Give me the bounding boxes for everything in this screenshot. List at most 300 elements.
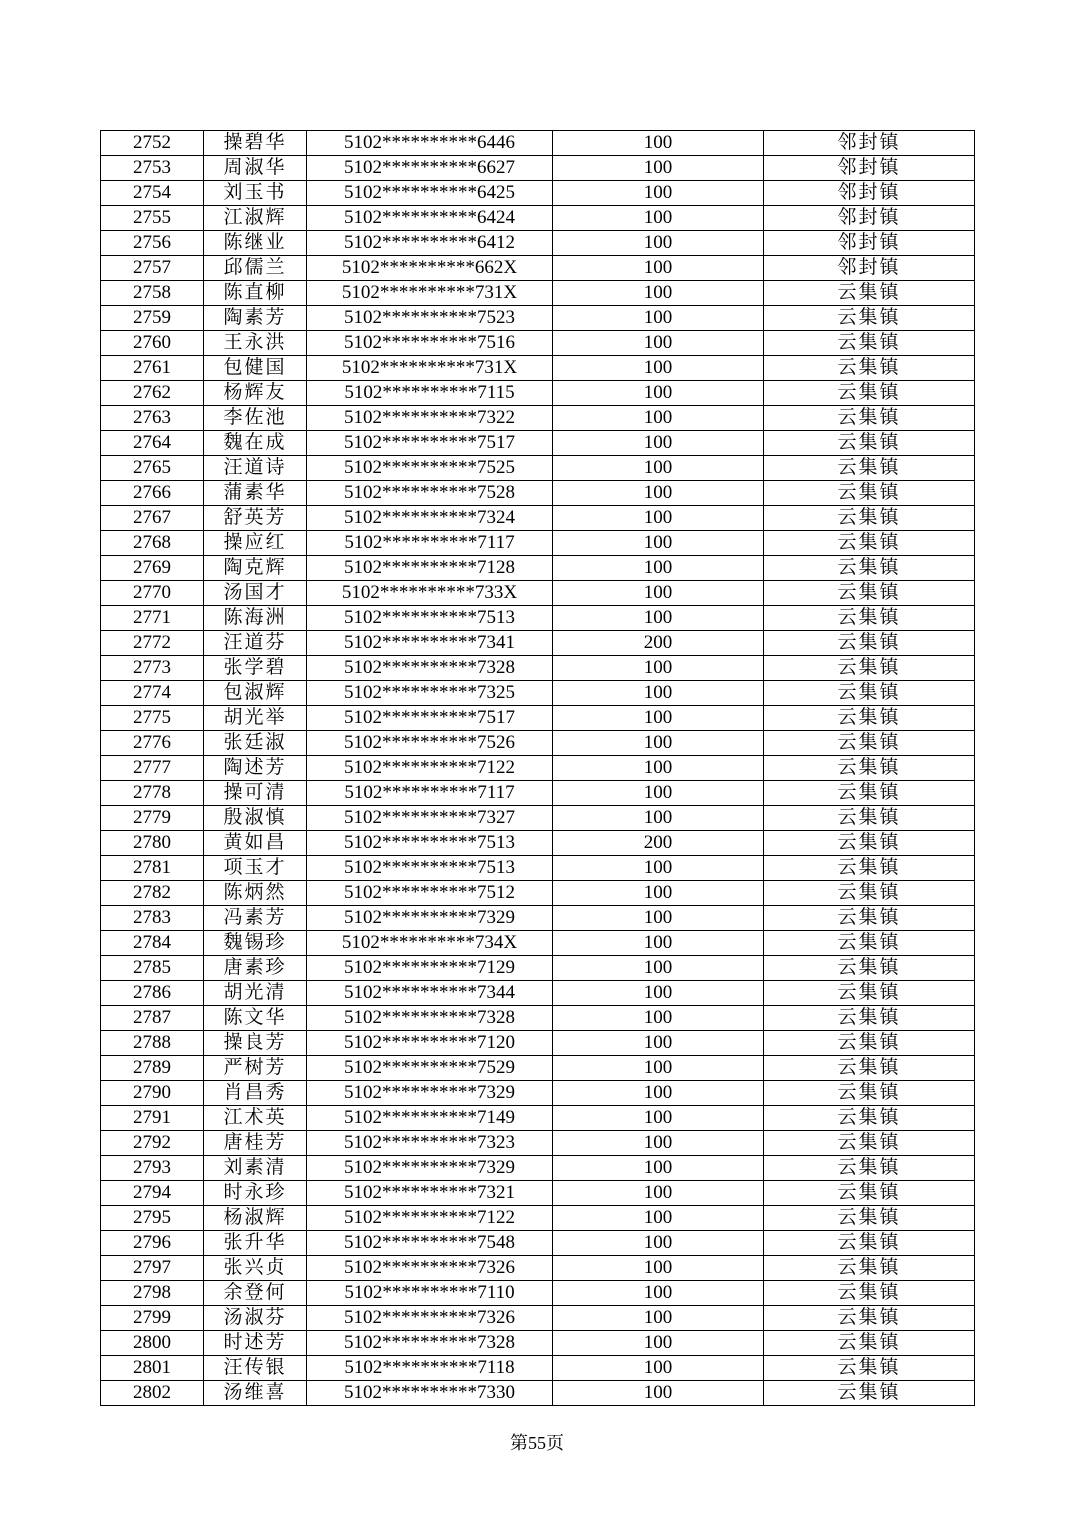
cell-name: 张廷淑 [204, 731, 307, 756]
cell-name: 杨淑辉 [204, 1206, 307, 1231]
cell-number: 2773 [101, 656, 204, 681]
cell-name: 陶素芳 [204, 306, 307, 331]
table-row [101, 881, 975, 906]
cell-number: 2764 [101, 431, 204, 456]
cell-id-number: 5102**********7513 [307, 831, 553, 856]
cell-town: 云集镇 [764, 1306, 975, 1331]
cell-id-number: 5102**********7517 [307, 706, 553, 731]
cell-amount: 100 [553, 306, 764, 331]
cell-id-number: 5102**********7327 [307, 806, 553, 831]
cell-id-number: 5102**********7328 [307, 1006, 553, 1031]
cell-number: 2802 [101, 1381, 204, 1406]
cell-name: 时述芳 [204, 1331, 307, 1356]
cell-id-number: 5102**********7110 [307, 1281, 553, 1306]
table-row [101, 1056, 975, 1081]
table-row [101, 331, 975, 356]
cell-town: 邻封镇 [764, 231, 975, 256]
cell-number: 2779 [101, 806, 204, 831]
cell-name: 胡光举 [204, 706, 307, 731]
cell-id-number: 5102**********7528 [307, 481, 553, 506]
cell-name: 陈继业 [204, 231, 307, 256]
cell-town: 邻封镇 [764, 131, 975, 156]
cell-name: 汪道诗 [204, 456, 307, 481]
cell-amount: 100 [553, 656, 764, 681]
cell-amount: 200 [553, 631, 764, 656]
table-row [101, 356, 975, 381]
cell-id-number: 5102**********7122 [307, 756, 553, 781]
cell-name: 时永珍 [204, 1181, 307, 1206]
table-row [101, 231, 975, 256]
cell-number: 2776 [101, 731, 204, 756]
cell-name: 操可清 [204, 781, 307, 806]
cell-id-number: 5102**********662X [307, 256, 553, 281]
cell-town: 云集镇 [764, 381, 975, 406]
cell-id-number: 5102**********7513 [307, 856, 553, 881]
cell-amount: 100 [553, 281, 764, 306]
cell-town: 邻封镇 [764, 181, 975, 206]
table-row [101, 581, 975, 606]
cell-town: 云集镇 [764, 481, 975, 506]
cell-number: 2787 [101, 1006, 204, 1031]
table-row [101, 181, 975, 206]
cell-number: 2754 [101, 181, 204, 206]
cell-amount: 100 [553, 331, 764, 356]
cell-amount: 100 [553, 856, 764, 881]
cell-name: 陈文华 [204, 1006, 307, 1031]
cell-number: 2756 [101, 231, 204, 256]
cell-number: 2801 [101, 1356, 204, 1381]
cell-amount: 100 [553, 1356, 764, 1381]
table-row [101, 856, 975, 881]
table-row [101, 756, 975, 781]
cell-amount: 100 [553, 706, 764, 731]
cell-town: 云集镇 [764, 631, 975, 656]
cell-amount: 100 [553, 156, 764, 181]
cell-town: 云集镇 [764, 606, 975, 631]
cell-amount: 100 [553, 1206, 764, 1231]
cell-town: 云集镇 [764, 831, 975, 856]
table-row [101, 781, 975, 806]
cell-id-number: 5102**********7516 [307, 331, 553, 356]
cell-name: 张升华 [204, 1231, 307, 1256]
cell-number: 2760 [101, 331, 204, 356]
table-row [101, 1231, 975, 1256]
table-row [101, 1081, 975, 1106]
cell-name: 操应红 [204, 531, 307, 556]
cell-id-number: 5102**********7341 [307, 631, 553, 656]
cell-number: 2770 [101, 581, 204, 606]
cell-amount: 100 [553, 806, 764, 831]
cell-town: 云集镇 [764, 931, 975, 956]
cell-name: 邱儒兰 [204, 256, 307, 281]
cell-amount: 100 [553, 531, 764, 556]
cell-number: 2795 [101, 1206, 204, 1231]
cell-amount: 100 [553, 356, 764, 381]
table-row [101, 156, 975, 181]
cell-id-number: 5102**********7326 [307, 1256, 553, 1281]
cell-amount: 100 [553, 956, 764, 981]
table-row [101, 456, 975, 481]
cell-town: 云集镇 [764, 1381, 975, 1406]
cell-town: 云集镇 [764, 281, 975, 306]
cell-number: 2763 [101, 406, 204, 431]
cell-number: 2767 [101, 506, 204, 531]
cell-id-number: 5102**********7129 [307, 956, 553, 981]
cell-town: 云集镇 [764, 981, 975, 1006]
cell-number: 2752 [101, 131, 204, 156]
cell-amount: 100 [553, 781, 764, 806]
cell-id-number: 5102**********6627 [307, 156, 553, 181]
cell-amount: 100 [553, 1306, 764, 1331]
table-row [101, 981, 975, 1006]
cell-id-number: 5102**********7523 [307, 306, 553, 331]
cell-amount: 100 [553, 1081, 764, 1106]
cell-town: 云集镇 [764, 1156, 975, 1181]
cell-town: 云集镇 [764, 1331, 975, 1356]
cell-amount: 100 [553, 1281, 764, 1306]
cell-number: 2799 [101, 1306, 204, 1331]
cell-number: 2785 [101, 956, 204, 981]
table-row [101, 406, 975, 431]
cell-id-number: 5102**********7122 [307, 1206, 553, 1231]
cell-name: 唐素珍 [204, 956, 307, 981]
cell-name: 陈海洲 [204, 606, 307, 631]
table-row [101, 431, 975, 456]
cell-name: 陶克辉 [204, 556, 307, 581]
cell-id-number: 5102**********7517 [307, 431, 553, 456]
cell-name: 汤国才 [204, 581, 307, 606]
cell-amount: 100 [553, 1381, 764, 1406]
table-row [101, 931, 975, 956]
cell-number: 2774 [101, 681, 204, 706]
cell-id-number: 5102**********7329 [307, 1081, 553, 1106]
cell-name: 魏在成 [204, 431, 307, 456]
cell-town: 云集镇 [764, 956, 975, 981]
cell-town: 云集镇 [764, 1281, 975, 1306]
cell-amount: 100 [553, 1181, 764, 1206]
table-row [101, 256, 975, 281]
cell-amount: 100 [553, 1031, 764, 1056]
cell-town: 云集镇 [764, 706, 975, 731]
table-row [101, 1206, 975, 1231]
cell-id-number: 5102**********7329 [307, 1156, 553, 1181]
cell-amount: 100 [553, 1056, 764, 1081]
cell-town: 云集镇 [764, 1056, 975, 1081]
table-row [101, 1331, 975, 1356]
cell-amount: 100 [553, 206, 764, 231]
table-row [101, 1106, 975, 1131]
table-row [101, 1031, 975, 1056]
table-row [101, 1381, 975, 1406]
cell-name: 操碧华 [204, 131, 307, 156]
cell-name: 严树芳 [204, 1056, 307, 1081]
cell-number: 2775 [101, 706, 204, 731]
cell-name: 冯素芳 [204, 906, 307, 931]
cell-name: 杨辉友 [204, 381, 307, 406]
cell-number: 2796 [101, 1231, 204, 1256]
cell-id-number: 5102**********6412 [307, 231, 553, 256]
cell-amount: 100 [553, 406, 764, 431]
cell-number: 2781 [101, 856, 204, 881]
cell-name: 唐桂芳 [204, 1131, 307, 1156]
cell-town: 邻封镇 [764, 256, 975, 281]
cell-amount: 100 [553, 681, 764, 706]
cell-id-number: 5102**********7128 [307, 556, 553, 581]
cell-town: 云集镇 [764, 1031, 975, 1056]
cell-amount: 100 [553, 1106, 764, 1131]
cell-number: 2788 [101, 1031, 204, 1056]
cell-town: 云集镇 [764, 1356, 975, 1381]
cell-name: 蒲素华 [204, 481, 307, 506]
table-row [101, 556, 975, 581]
table-row [101, 1356, 975, 1381]
cell-amount: 100 [553, 581, 764, 606]
cell-id-number: 5102**********7117 [307, 781, 553, 806]
cell-number: 2772 [101, 631, 204, 656]
cell-id-number: 5102**********7548 [307, 1231, 553, 1256]
cell-name: 汤淑芬 [204, 1306, 307, 1331]
cell-number: 2798 [101, 1281, 204, 1306]
cell-number: 2786 [101, 981, 204, 1006]
cell-id-number: 5102**********7326 [307, 1306, 553, 1331]
cell-name: 项玉才 [204, 856, 307, 881]
table-row [101, 1006, 975, 1031]
cell-number: 2794 [101, 1181, 204, 1206]
records-table [100, 130, 975, 1406]
cell-amount: 100 [553, 931, 764, 956]
table-row [101, 906, 975, 931]
cell-town: 云集镇 [764, 456, 975, 481]
cell-name: 舒英芳 [204, 506, 307, 531]
cell-town: 云集镇 [764, 556, 975, 581]
cell-amount: 100 [553, 906, 764, 931]
table-row [101, 1131, 975, 1156]
table-row [101, 1281, 975, 1306]
cell-number: 2777 [101, 756, 204, 781]
cell-number: 2758 [101, 281, 204, 306]
cell-id-number: 5102**********731X [307, 356, 553, 381]
cell-number: 2766 [101, 481, 204, 506]
cell-number: 2790 [101, 1081, 204, 1106]
cell-id-number: 5102**********7525 [307, 456, 553, 481]
cell-number: 2784 [101, 931, 204, 956]
cell-number: 2753 [101, 156, 204, 181]
cell-amount: 100 [553, 506, 764, 531]
cell-town: 邻封镇 [764, 206, 975, 231]
cell-id-number: 5102**********734X [307, 931, 553, 956]
cell-town: 云集镇 [764, 356, 975, 381]
cell-name: 江术英 [204, 1106, 307, 1131]
cell-town: 云集镇 [764, 881, 975, 906]
cell-id-number: 5102**********6425 [307, 181, 553, 206]
cell-number: 2755 [101, 206, 204, 231]
cell-amount: 100 [553, 181, 764, 206]
cell-id-number: 5102**********7117 [307, 531, 553, 556]
cell-town: 云集镇 [764, 856, 975, 881]
table-row [101, 131, 975, 156]
cell-name: 余登何 [204, 1281, 307, 1306]
cell-number: 2792 [101, 1131, 204, 1156]
cell-id-number: 5102**********733X [307, 581, 553, 606]
cell-id-number: 5102**********7328 [307, 656, 553, 681]
cell-name: 李佐池 [204, 406, 307, 431]
cell-id-number: 5102**********7120 [307, 1031, 553, 1056]
cell-amount: 100 [553, 1231, 764, 1256]
table-row [101, 806, 975, 831]
cell-town: 云集镇 [764, 306, 975, 331]
cell-name: 黄如昌 [204, 831, 307, 856]
cell-amount: 100 [553, 1256, 764, 1281]
cell-number: 2768 [101, 531, 204, 556]
cell-name: 肖昌秀 [204, 1081, 307, 1106]
cell-id-number: 5102**********7323 [307, 1131, 553, 1156]
table-row [101, 506, 975, 531]
cell-amount: 100 [553, 456, 764, 481]
cell-id-number: 5102**********7512 [307, 881, 553, 906]
cell-town: 云集镇 [764, 1081, 975, 1106]
cell-amount: 100 [553, 1331, 764, 1356]
cell-name: 周淑华 [204, 156, 307, 181]
cell-town: 云集镇 [764, 1206, 975, 1231]
cell-name: 刘玉书 [204, 181, 307, 206]
cell-amount: 100 [553, 981, 764, 1006]
cell-number: 2757 [101, 256, 204, 281]
cell-id-number: 5102**********7322 [307, 406, 553, 431]
cell-name: 汪道芬 [204, 631, 307, 656]
cell-name: 江淑辉 [204, 206, 307, 231]
cell-number: 2800 [101, 1331, 204, 1356]
cell-amount: 100 [553, 1156, 764, 1181]
table-row [101, 381, 975, 406]
cell-number: 2765 [101, 456, 204, 481]
cell-id-number: 5102**********7325 [307, 681, 553, 706]
table-row [101, 531, 975, 556]
page-number: 第55页 [510, 1433, 564, 1453]
table-row [101, 681, 975, 706]
cell-id-number: 5102**********6424 [307, 206, 553, 231]
table-row [101, 1306, 975, 1331]
cell-amount: 100 [553, 131, 764, 156]
cell-id-number: 5102**********7324 [307, 506, 553, 531]
cell-name: 刘素清 [204, 1156, 307, 1181]
cell-town: 云集镇 [764, 656, 975, 681]
records-body [101, 131, 975, 1406]
cell-name: 陶述芳 [204, 756, 307, 781]
cell-id-number: 5102**********6446 [307, 131, 553, 156]
cell-amount: 200 [553, 831, 764, 856]
cell-number: 2761 [101, 356, 204, 381]
cell-number: 2780 [101, 831, 204, 856]
cell-town: 云集镇 [764, 1006, 975, 1031]
cell-amount: 100 [553, 1006, 764, 1031]
cell-number: 2797 [101, 1256, 204, 1281]
cell-number: 2793 [101, 1156, 204, 1181]
cell-town: 云集镇 [764, 681, 975, 706]
cell-town: 云集镇 [764, 531, 975, 556]
cell-town: 云集镇 [764, 731, 975, 756]
cell-name: 汪传银 [204, 1356, 307, 1381]
cell-amount: 100 [553, 431, 764, 456]
cell-id-number: 5102**********7321 [307, 1181, 553, 1206]
cell-town: 云集镇 [764, 1231, 975, 1256]
table-row [101, 1256, 975, 1281]
cell-name: 王永洪 [204, 331, 307, 356]
cell-number: 2778 [101, 781, 204, 806]
cell-town: 云集镇 [764, 906, 975, 931]
cell-id-number: 5102**********7344 [307, 981, 553, 1006]
cell-amount: 100 [553, 731, 764, 756]
table-row [101, 606, 975, 631]
cell-name: 包健国 [204, 356, 307, 381]
cell-town: 云集镇 [764, 781, 975, 806]
cell-town: 云集镇 [764, 806, 975, 831]
cell-town: 云集镇 [764, 331, 975, 356]
cell-town: 云集镇 [764, 406, 975, 431]
cell-amount: 100 [553, 756, 764, 781]
cell-name: 张学碧 [204, 656, 307, 681]
table-row [101, 1156, 975, 1181]
cell-name: 包淑辉 [204, 681, 307, 706]
table-row [101, 656, 975, 681]
cell-id-number: 5102**********7529 [307, 1056, 553, 1081]
cell-amount: 100 [553, 381, 764, 406]
table-row [101, 306, 975, 331]
cell-town: 云集镇 [764, 756, 975, 781]
cell-name: 殷淑慎 [204, 806, 307, 831]
table-row [101, 1181, 975, 1206]
cell-name: 魏锡珍 [204, 931, 307, 956]
table-row [101, 631, 975, 656]
cell-id-number: 5102**********7526 [307, 731, 553, 756]
cell-amount: 100 [553, 556, 764, 581]
cell-town: 云集镇 [764, 1106, 975, 1131]
cell-town: 云集镇 [764, 1256, 975, 1281]
cell-number: 2762 [101, 381, 204, 406]
cell-town: 云集镇 [764, 506, 975, 531]
cell-town: 云集镇 [764, 1181, 975, 1206]
cell-amount: 100 [553, 1131, 764, 1156]
cell-amount: 100 [553, 606, 764, 631]
cell-name: 操良芳 [204, 1031, 307, 1056]
cell-id-number: 5102**********7330 [307, 1381, 553, 1406]
cell-town: 云集镇 [764, 581, 975, 606]
cell-number: 2771 [101, 606, 204, 631]
table-row [101, 281, 975, 306]
cell-name: 胡光清 [204, 981, 307, 1006]
cell-amount: 100 [553, 481, 764, 506]
cell-id-number: 5102**********7513 [307, 606, 553, 631]
cell-id-number: 5102**********7115 [307, 381, 553, 406]
cell-town: 云集镇 [764, 1131, 975, 1156]
cell-number: 2759 [101, 306, 204, 331]
cell-name: 陈炳然 [204, 881, 307, 906]
cell-number: 2769 [101, 556, 204, 581]
cell-name: 张兴贞 [204, 1256, 307, 1281]
table-row [101, 206, 975, 231]
cell-amount: 100 [553, 231, 764, 256]
cell-name: 陈直柳 [204, 281, 307, 306]
table-row [101, 956, 975, 981]
cell-number: 2789 [101, 1056, 204, 1081]
cell-amount: 100 [553, 256, 764, 281]
cell-number: 2791 [101, 1106, 204, 1131]
cell-name: 汤维喜 [204, 1381, 307, 1406]
cell-number: 2783 [101, 906, 204, 931]
cell-id-number: 5102**********7118 [307, 1356, 553, 1381]
cell-town: 邻封镇 [764, 156, 975, 181]
cell-id-number: 5102**********7328 [307, 1331, 553, 1356]
cell-amount: 100 [553, 881, 764, 906]
